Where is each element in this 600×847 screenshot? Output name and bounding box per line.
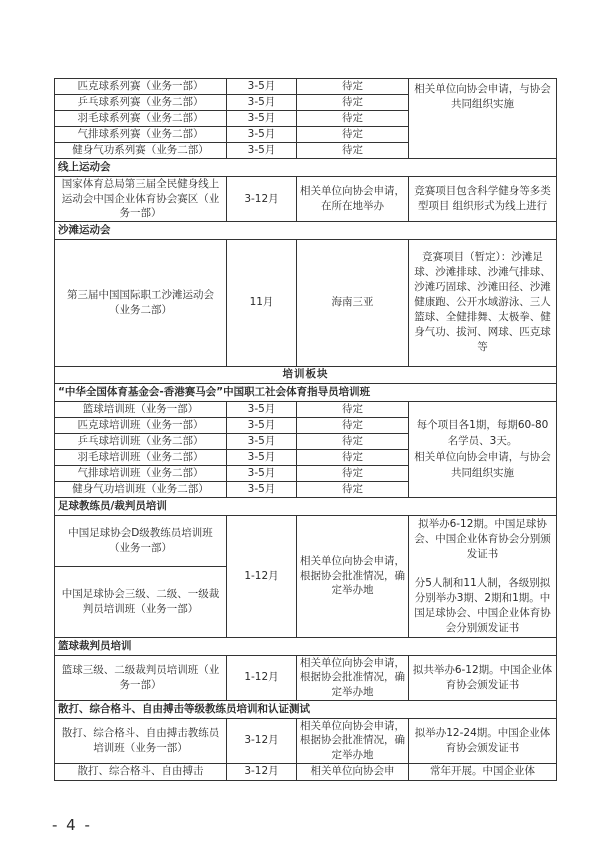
event-place: 待定 [297,79,409,95]
table-row [55,401,557,417]
course-time: 1-12月 [227,515,297,637]
note-spacer [412,562,553,576]
course-place: 待定 [297,465,409,481]
event-name: 气排球系列赛（业务二部） [55,127,227,143]
event-note: 竞赛项目（暂定）：沙滩足球、沙滩排球、沙滩气排球、沙滩巧固球、沙滩田径、沙滩健康跑、公开水域游泳、三人篮球、全健排舞、太极拳、健身气功、拔河、网球、匹克球等 [409,239,557,366]
course-name: 乒乓球培训班（业务二部） [55,433,227,449]
event-time: 3-5月 [227,111,297,127]
course-name: 气排球培训班（业务二部） [55,465,227,481]
course-name: 中国足球协会三级、二级、一级裁判员培训班（业务一部） [55,566,227,637]
event-plan-table [54,78,557,781]
event-time: 3-5月 [227,143,297,159]
course-time: 3-12月 [227,763,297,780]
course-note-capacity: 每个项目各1期，每期60-80名学员、3天。 [416,419,549,447]
table-row [55,177,557,222]
section-header-row [55,383,557,401]
section-header-row [55,221,557,239]
section-title-online: 线上运动会 [55,159,557,177]
event-note: 相关单位向协会申请，与协会共同组织实施 [409,79,557,159]
course-place: 待定 [297,433,409,449]
table-row [55,515,557,566]
section-title-combat: 散打、综合格斗、自由搏击等级教练员培训和认证测试 [55,700,557,718]
event-time: 3-5月 [227,95,297,111]
course-name: 健身气功培训班（业务二部） [55,481,227,497]
event-place: 待定 [297,111,409,127]
course-place: 待定 [297,401,409,417]
section-title-beach: 沙滩运动会 [55,221,557,239]
course-time: 3-5月 [227,401,297,417]
section-title-social-instructor: “中华全国体育基金会-香港赛马会”中国职工社会体育指导员培训班 [55,383,557,401]
table-row [55,763,557,780]
course-note: 拟共举办6-12期。中国企业体育协会颁发证书 [409,655,557,700]
event-place: 相关单位向协会申请，在所在地举办 [297,177,409,222]
event-place: 待定 [297,127,409,143]
event-name: 第三届中国国际职工沙滩运动会（业务二部） [55,239,227,366]
course-time: 3-5月 [227,449,297,465]
table-row [55,79,557,95]
table-row [55,239,557,366]
event-place: 海南三亚 [297,239,409,366]
course-time: 3-5月 [227,481,297,497]
course-place: 相关单位向协会申请，根据协会批准情况，确定举办地 [297,515,409,637]
course-place: 待定 [297,481,409,497]
band-row [55,366,557,383]
course-note [409,401,557,497]
course-name: 中国足球协会D级教练员培训班（业务一部） [55,515,227,566]
course-note-d-level: 拟举办6-12期。中国足球协会、中国企业体育协会分别颁发证书 [414,517,551,560]
event-time: 3-12月 [227,177,297,222]
section-header-row [55,159,557,177]
section-header-row [55,700,557,718]
course-note-application: 相关单位向协会申请，与协会共同组织实施 [414,451,551,479]
course-time: 1-12月 [227,655,297,700]
section-header-row [55,497,557,515]
training-band-title: 培训板块 [55,366,557,383]
course-place: 相关单位向协会申请，根据协会批准情况，确定举办地 [297,718,409,763]
event-name: 健身气功系列赛（业务二部） [55,143,227,159]
course-place: 相关单位向协会申 [297,763,409,780]
course-note-referee: 分5人制和11人制，各级别拟分别举办3期、2期和1期。中国足球协会、中国企业体育协会分别颁发证书 [414,576,551,634]
course-name: 篮球三级、二级裁判员培训班（业务一部） [55,655,227,700]
course-name: 散打、综合格斗、自由搏击 [55,763,227,780]
table-row [55,718,557,763]
event-name: 匹克球系列赛（业务一部） [55,79,227,95]
event-name: 国家体育总局第三届全民健身线上运动会中国企业体育协会赛区（业务一部） [55,177,227,222]
course-time: 3-5月 [227,465,297,481]
course-place: 相关单位向协会申请，根据协会批准情况，确定举办地 [297,655,409,700]
course-note: 常年开展。中国企业体 [409,763,557,780]
course-place: 待定 [297,449,409,465]
table-row [55,655,557,700]
course-time: 3-5月 [227,417,297,433]
course-time: 3-12月 [227,718,297,763]
event-time: 11月 [227,239,297,366]
course-name: 篮球培训班（业务一部） [55,401,227,417]
section-header-row [55,637,557,655]
event-note: 竞赛项目包含科学健身等多类型项目 组织形式为线上进行 [409,177,557,222]
section-title-basketball: 篮球裁判员培训 [55,637,557,655]
section-title-football: 足球教练员/裁判员培训 [55,497,557,515]
event-name: 羽毛球系列赛（业务二部） [55,111,227,127]
page-number: - 4 - [52,816,92,834]
course-name: 匹克球培训班（业务一部） [55,417,227,433]
course-time: 3-5月 [227,433,297,449]
course-name: 散打、综合格斗、自由搏击教练员培训班（业务一部） [55,718,227,763]
event-name: 乒乓球系列赛（业务二部） [55,95,227,111]
course-note: 拟举办12-24期。中国企业体育协会颁发证书 [409,718,557,763]
event-place: 待定 [297,143,409,159]
course-place: 待定 [297,417,409,433]
event-time: 3-5月 [227,79,297,95]
course-name: 羽毛球培训班（业务二部） [55,449,227,465]
event-place: 待定 [297,95,409,111]
course-note [409,515,557,637]
event-time: 3-5月 [227,127,297,143]
